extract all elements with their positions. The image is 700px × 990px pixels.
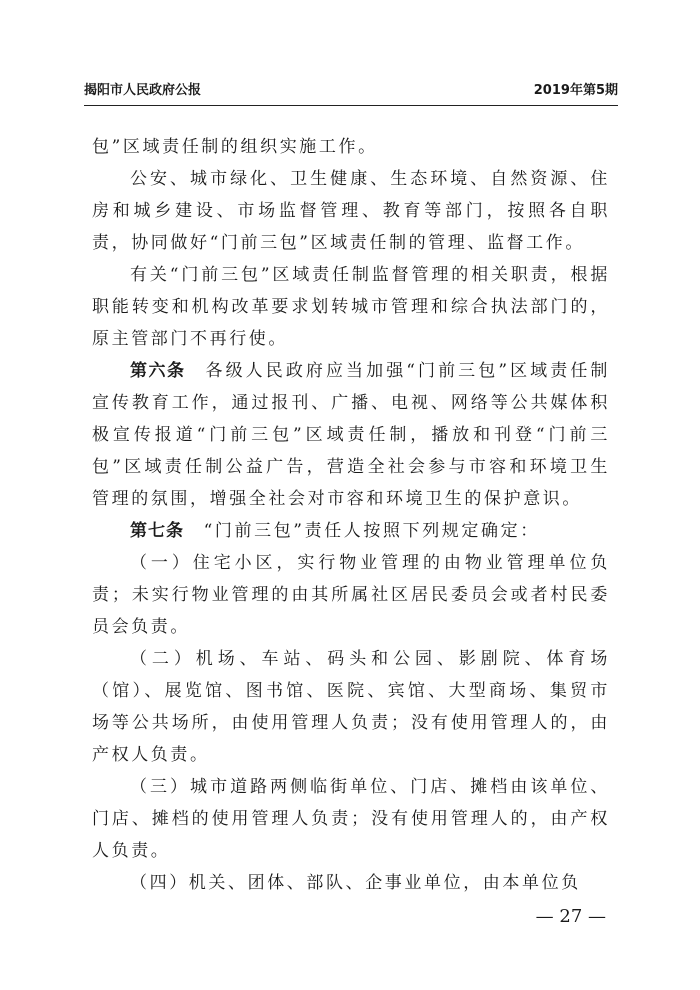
article-paragraph	[92, 355, 610, 515]
list-item	[92, 867, 610, 899]
issue-number: 2019年第5期	[533, 83, 618, 98]
paragraph	[92, 131, 610, 163]
publication-title: 揭阳市人民政府公报	[84, 83, 202, 98]
paragraph-text: 公安、城市绿化、卫生健康、生态环境、自然资源、住房和城乡建设、市场监督管理、教育等部门，按照各自职责，协同做好“门前三包”区域责任制的管理、监督工作。	[92, 169, 610, 253]
running-header	[84, 80, 618, 102]
article-heading: 第七条	[130, 521, 184, 541]
page-number: — 27 —	[535, 906, 606, 927]
paragraph-text: （二）机场、车站、码头和公园、影剧院、体育场（馆）、展览馆、图书馆、医院、宾馆、大型商场、集贸市场等公共场所，由使用管理人负责；没有使用管理人的，由产权人负责。	[92, 649, 610, 765]
paragraph-text: 包”区域责任制的组织实施工作。	[92, 137, 378, 157]
article-paragraph	[92, 515, 610, 547]
paragraph	[92, 163, 610, 259]
page-body	[92, 131, 610, 899]
paragraph-text: （一）住宅小区，实行物业管理的由物业管理单位负责；未实行物业管理的由其所属社区居民委员会或者村民委员会负责。	[92, 553, 610, 637]
list-item	[92, 771, 610, 867]
paragraph-text: “门前三包”责任人按照下列规定确定：	[203, 521, 540, 541]
paragraph-text: （四）机关、团体、部队、企事业单位，由本单位负	[130, 873, 581, 893]
article-heading: 第六条	[130, 361, 186, 381]
paragraph-text: 各级人民政府应当加强“门前三包”区域责任制宣传教育工作，通过报刊、广播、电视、网络等公共媒体积极宣传报道“门前三包”区域责任制，播放和刊登“门前三包”区域责任制公益广告，营造全社会参与市容和环境卫生管理的氛围，增强全社会对市容和环境卫生的保护意识。	[92, 361, 611, 509]
list-item	[92, 643, 610, 771]
list-item	[92, 547, 610, 643]
paragraph-text: （三）城市道路两侧临街单位、门店、摊档由该单位、门店、摊档的使用管理人负责；没有使用管理人的，由产权人负责。	[92, 777, 610, 861]
paragraph-text: 有关“门前三包”区域责任制监督管理的相关职责，根据职能转变和机构改革要求划转城市管理和综合执法部门的，原主管部门不再行使。	[92, 265, 610, 349]
paragraph	[92, 259, 610, 355]
header-rule	[84, 105, 618, 106]
